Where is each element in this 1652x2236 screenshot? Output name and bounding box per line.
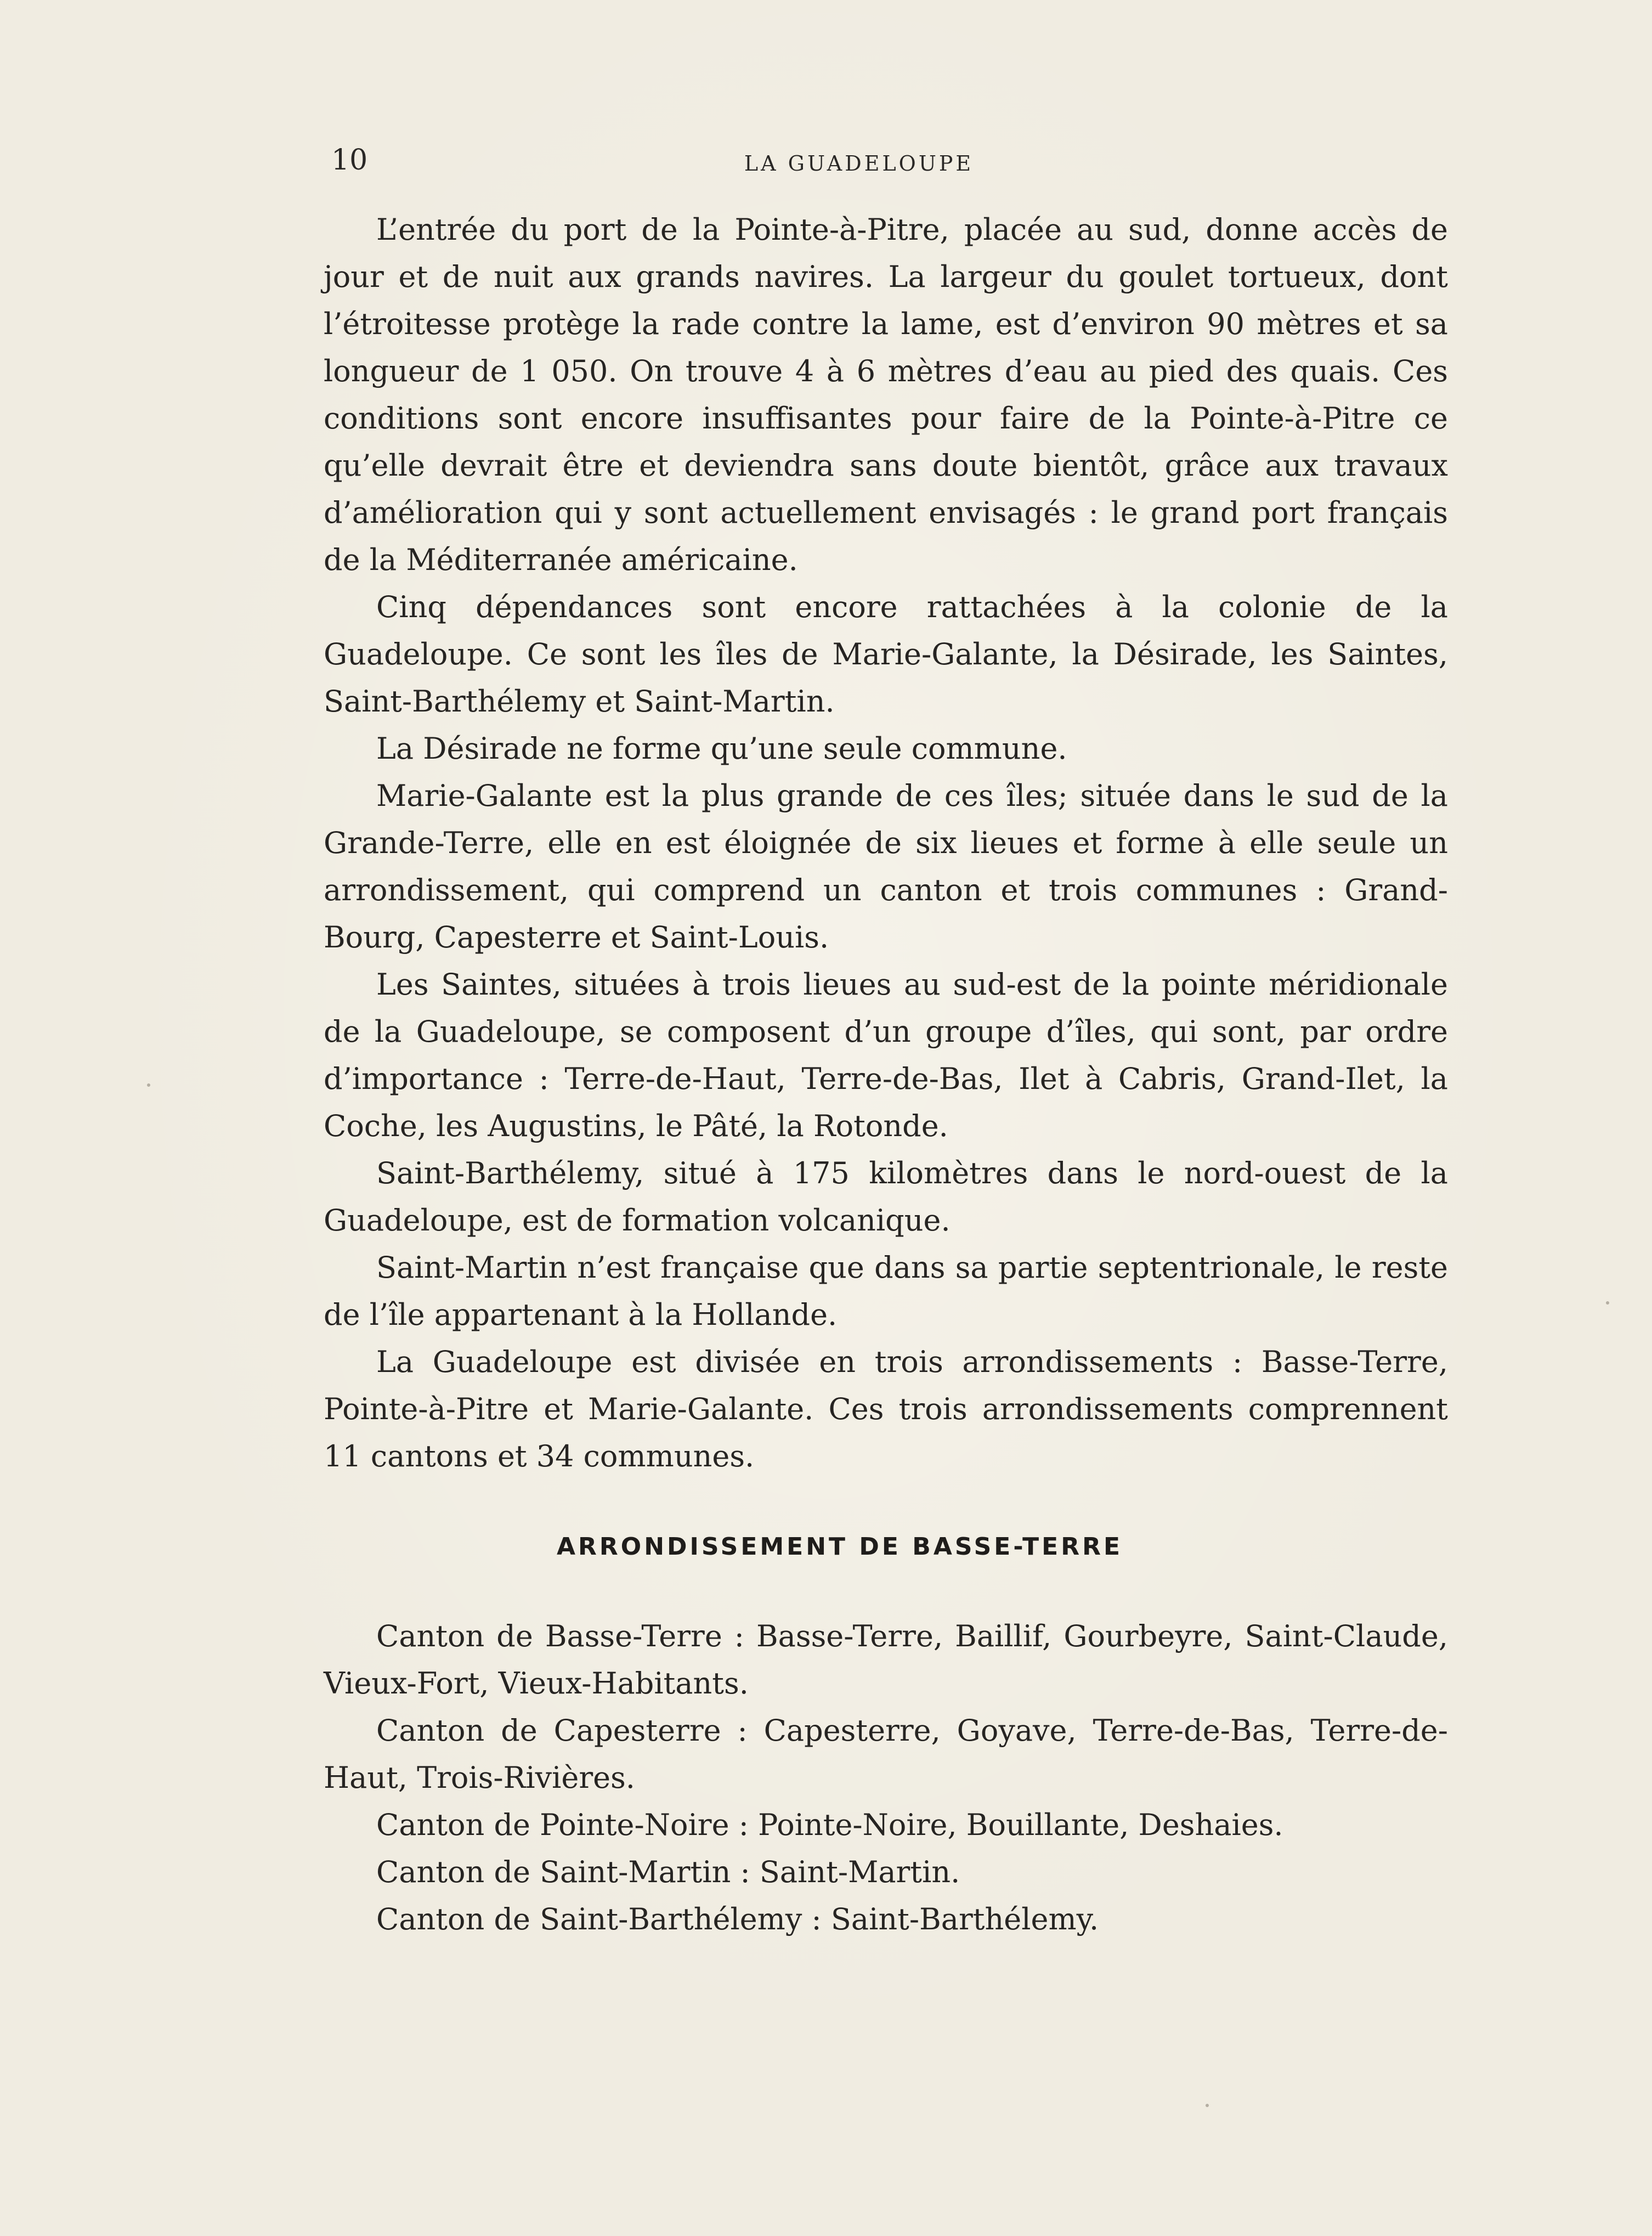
paper-speck <box>1206 2104 1209 2107</box>
paper-speck <box>147 1083 150 1087</box>
paragraph-marie-galante: Marie-Galante est la plus grande de ces îles; située dans le sud de la Grande-Terre, elle en est éloignée de six lieues et forme à elle seule un arrondissement, qui comprend un canton et trois communes : Grand-Bourg, Capesterre et Saint-Louis. <box>324 778 1448 955</box>
paragraph-dependencies: Cinq dépendances sont encore rattachées à la colonie de la Guadeloupe. Ce sont les îles de Marie-Galante, la Désirade, les Saintes, Saint-Barthélemy et Saint-Martin. <box>324 590 1448 719</box>
paragraph-arrondissements: La Guadeloupe est divisée en trois arrondissements : Basse-Terre, Pointe-à-Pitre et Marie-Galante. Ces trois arrondissements comprennent 11 cantons et 34 communes. <box>324 1345 1448 1473</box>
paragraph-desirade: La Désirade ne forme qu’une seule commune. <box>376 731 1067 766</box>
page-number: 10 <box>331 144 368 177</box>
paper-speck <box>1606 1301 1609 1305</box>
paragraph-saint-barthelemy: Saint-Barthélemy, situé à 175 kilomètres dans le nord-ouest de la Guadeloupe, est de formation volcanique. <box>324 1156 1448 1238</box>
canton-list <box>324 1613 1448 1943</box>
paragraph-port-entrance: L’entrée du port de la Pointe-à-Pitre, placée au sud, donne accès de jour et de nuit aux grands navires. La largeur du goulet tortueux, dont l’étroitesse protège la rade contre la lame, est d’environ 90 mètres et sa longueur de 1 050. On trouve 4 à 6 mètres d’eau au pied des quais. Ces conditions sont encore insuffisantes pour faire de la Pointe-à-Pitre ce qu’elle devrait être et deviendra sans doute bientôt, grâce aux travaux d’amélioration qui y sont actuellement envisagés : le grand port français de la Méditerranée américaine. <box>324 212 1448 577</box>
paragraph-saint-martin: Saint-Martin n’est française que dans sa partie septentrionale, le reste de l’île appartenant à la Hollande. <box>324 1250 1448 1332</box>
canton-saint-barthelemy: Canton de Saint-Barthélemy : Saint-Barthélemy. <box>376 1902 1099 1936</box>
paragraph-saintes: Les Saintes, situées à trois lieues au sud-est de la pointe méridionale de la Guadeloupe, se composent d’un groupe d’îles, qui sont, par ordre d’importance : Terre-de-Haut, Terre-de-Bas, Ilet à Cabris, Grand-Ilet, la Coche, les Augustins, le Pâté, la Rotonde. <box>324 967 1448 1143</box>
canton-pointe-noire: Canton de Pointe-Noire : Pointe-Noire, Bouillante, Deshaies. <box>376 1808 1283 1842</box>
body-text <box>324 206 1448 1480</box>
running-title: LA GUADELOUPE <box>744 151 974 176</box>
canton-capesterre: Canton de Capesterre : Capesterre, Goyave, Terre-de-Bas, Terre-de-Haut, Trois-Rivières. <box>324 1713 1448 1795</box>
canton-saint-martin: Canton de Saint-Martin : Saint-Martin. <box>376 1855 960 1889</box>
canton-basse-terre: Canton de Basse-Terre : Basse-Terre, Baillif, Gourbeyre, Saint-Claude, Vieux-Fort, Vieux-Habitants. <box>324 1619 1448 1701</box>
section-heading: ARRONDISSEMENT DE BASSE-TERRE <box>556 1533 1123 1561</box>
